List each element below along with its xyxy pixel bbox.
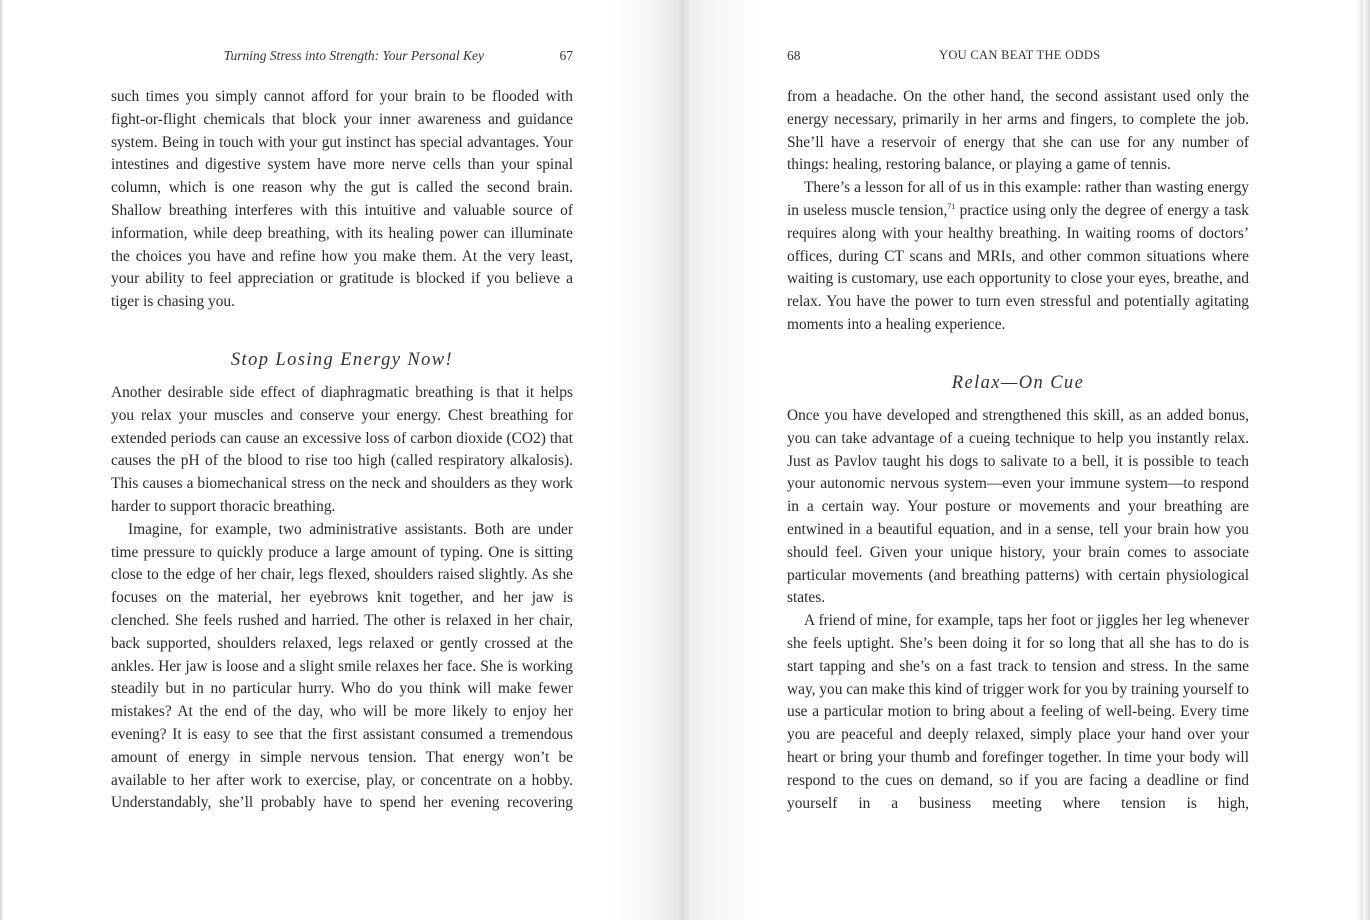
running-head xyxy=(111,48,573,66)
left-page xyxy=(111,0,573,920)
body-text xyxy=(787,86,1249,337)
body-text xyxy=(111,86,573,314)
section-heading: Stop Losing Energy Now! xyxy=(230,350,454,370)
paragraph: Imagine, for example, two administrative assistants. Both are under time pressure to quickly produce a large amount of typing. One is sitting close to the edge of her chair, legs flexed, shoulders raised slightly. As she focuses on the material, her eyebrows knit together, and her jaw is clenched. She feels rushed and harried. The other is relaxed in her chair, back supported, shoulders relaxed, legs relaxed or gently crossed at the ankles. Her jaw is loose and a slight smile relaxes her face. She is working steadily but in no particular hurry. Who do you think will make fewer mistakes? At the end of the day, who will be more likely to enjoy her evening? It is easy to see that the first assistant consumed a tremendous amount of energy in simple nervous tension. That energy won’t be available to her after work to exercise, play, or concentrate on a hobby. Understandably, she’ll probably have to spend her evening recovering xyxy=(111,520,573,812)
footnote-ref[interactable]: 71 xyxy=(947,201,956,211)
paragraph: such times you simply cannot afford for your brain to be flooded with fight-or-flight chemicals that block your inner awareness and guidance system. Being in touch with your gut instinct has special advantages. Your intestines and digestive system have more nerve cells than your spinal column, which is one reason why the gut is called the second brain. Shallow breathing interferes with this intuitive and valuable source of information, while deep breathing, with its healing power can illuminate the choices you have and refine how you make them. At the very least, your ability to feel appreciation or gratitude is blocked if you believe a tiger is chasing you. xyxy=(111,88,573,311)
page-number: 67 xyxy=(559,48,573,63)
body-text xyxy=(111,382,573,815)
paragraph-text: practice using only the degree of energy a task requires along with your healthy breathing. In waiting rooms of doctors’ offices, during CT scans and MRIs, and other common situations where waiting is customary, use each opportunity to close your eyes, breathe, and relax. You have the power to turn even stressful and potentially agitating moments into a healing experience. xyxy=(787,201,1249,333)
paragraph xyxy=(787,177,1249,337)
right-page xyxy=(787,0,1249,920)
running-head xyxy=(787,48,1249,66)
paragraph-text: There’s a lesson for all of us in this example: rather than wasting energy in useless muscle tension, xyxy=(787,179,1249,219)
paragraph: from a headache. On the other hand, the second assistant used only the energy necessary, primarily in her arms and fingers, to complete the job. She’ll have a reservoir of energy that she can use for any number of things: healing, restoring balance, or playing a game of tennis. xyxy=(787,88,1249,174)
running-title: Turning Stress into Strength: Your Personal Key xyxy=(223,48,484,63)
paragraph: A friend of mine, for example, taps her foot or jiggles her leg whenever she feels uptight. She’s been doing it for so long that all she has to do is start tapping and she’s on a fast track to tension and stress. In the same way, you can make this kind of trigger work for you by training yourself to use a particular motion to bring about a feeling of well-being. Every time you are peaceful and deeply relaxed, simply place your hand over your heart or bring your thumb and forefinger together. In time your body will respond to the cues on demand, so if you are facing a deadline or find yourself in a business meeting where tension is high, xyxy=(787,612,1249,812)
section-heading: Relax—On Cue xyxy=(951,373,1085,393)
paragraph: Once you have developed and strengthened this skill, as an added bonus, you can take advantage of a cueing technique to help you instantly relax. Just as Pavlov taught his dogs to salivate to a bell, it is possible to teach your autonomic nervous system—even your immune system—to respond in a certain way. Your posture or movements and your breathing are entwined in a beautiful equation, and in a sense, tell your brain how you should feel. Given your unique history, your brain comes to associate particular movements (and breathing patterns) with certain physiological states. xyxy=(787,407,1249,607)
running-title: YOU CAN BEAT THE ODDS xyxy=(939,48,1101,62)
page-number: 68 xyxy=(787,48,801,63)
page-edge-left xyxy=(0,0,4,920)
book-gutter xyxy=(612,0,762,920)
page-edge-right xyxy=(1356,0,1370,920)
paragraph: Another desirable side effect of diaphragmatic breathing is that it helps you relax your muscles and conserve your energy. Chest breathing for extended periods can cause an excessive loss of carbon dioxide (CO2) that causes the pH of the blood to rise too high (called respiratory alkalosis). This causes a biomechanical stress on the neck and shoulders as they work harder to support thoracic breathing. xyxy=(111,384,573,515)
body-text xyxy=(787,405,1249,815)
